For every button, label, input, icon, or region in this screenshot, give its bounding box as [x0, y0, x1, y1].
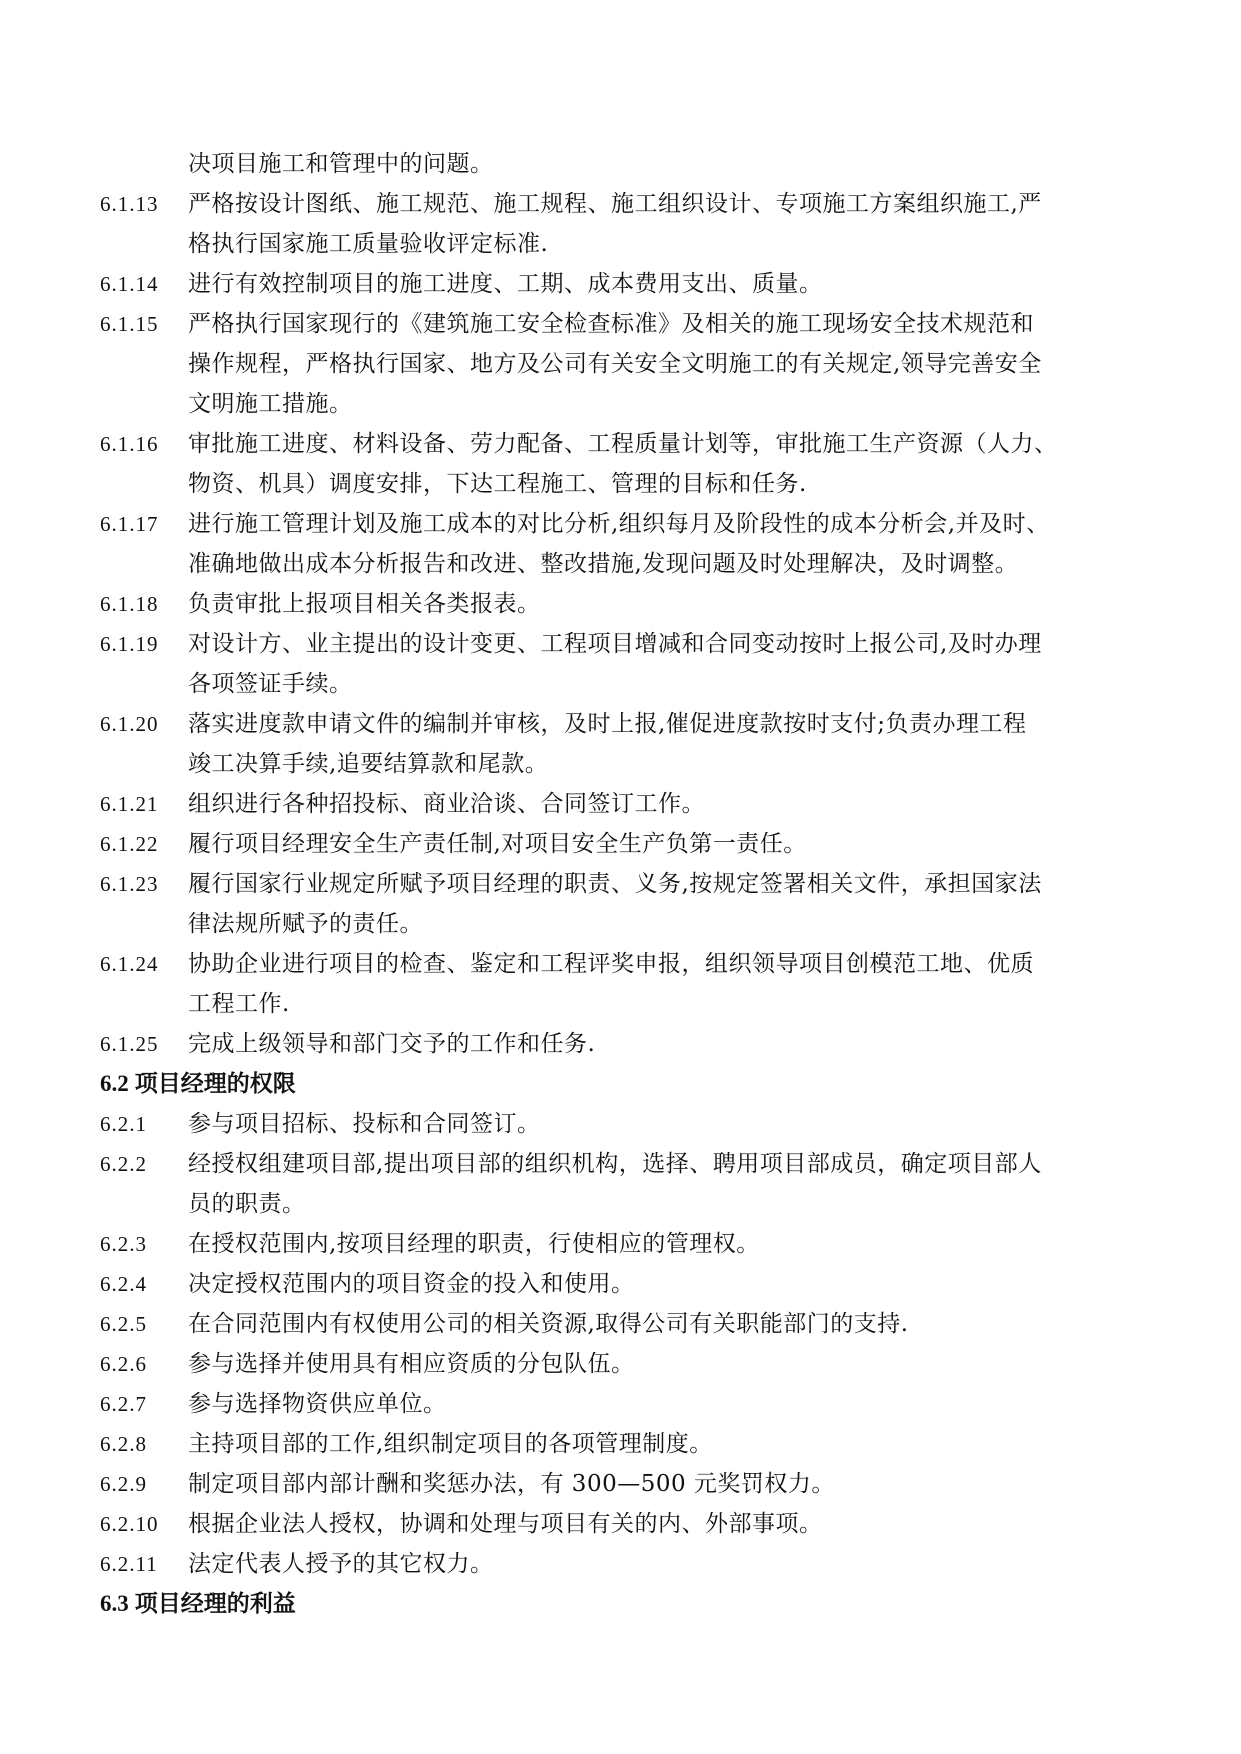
clause-text: 对设计方、业主提出的设计变更、工程项目增减和合同变动按时上报公司,及时办理 [188, 631, 1042, 657]
clause-text: 完成上级领导和部门交予的工作和任务. [188, 1031, 596, 1057]
clause-number: 6.1.22 [100, 832, 159, 856]
clause-number: 6.2.6 [100, 1352, 147, 1376]
clause-line [100, 1464, 1100, 1504]
clause-line [100, 1104, 1100, 1144]
clause-text: 严格按设计图纸、施工规范、施工规程、施工组织设计、专项施工方案组织施工,严 [188, 191, 1042, 217]
clause-text: 决定授权范围内的项目资金的投入和使用。 [188, 1271, 635, 1297]
clause-number: 6.1.24 [100, 952, 159, 976]
clause-text: 进行施工管理计划及施工成本的对比分析,组织每月及阶段性的成本分析会,并及时、 [188, 511, 1050, 537]
clause-line [100, 184, 1100, 224]
section-heading [100, 1584, 1100, 1624]
clause-line [100, 704, 1100, 744]
clause-number: 6.1.13 [100, 192, 159, 216]
clause-number: 6.1.25 [100, 1032, 159, 1056]
clause-line [100, 824, 1100, 864]
clause-number: 6.1.21 [100, 792, 159, 816]
clause-line [100, 1224, 1100, 1264]
clause-line [100, 1344, 1100, 1384]
clause-text: 文明施工措施。 [188, 391, 353, 417]
clause-line [100, 944, 1100, 984]
clause-text: 法定代表人授予的其它权力。 [188, 1551, 494, 1577]
clause-line [100, 304, 1100, 344]
clause-text: 员的职责。 [188, 1191, 306, 1217]
section-title: 项目经理的利益 [134, 1590, 296, 1617]
clause-text: 经授权组建项目部,提出项目部的组织机构，选择、聘用项目部成员，确定项目部人 [188, 1151, 1042, 1177]
clause-text: 律法规所赋予的责任。 [188, 911, 423, 937]
clause-line [100, 504, 1100, 544]
clause-line [100, 1424, 1100, 1464]
clause-text: 操作规程，严格执行国家、地方及公司有关安全文明施工的有关规定,领导完善安全 [188, 351, 1042, 377]
clause-line [100, 424, 1100, 464]
clause-line [100, 1544, 1100, 1584]
clause-number: 6.2.7 [100, 1392, 147, 1416]
clause-line [100, 864, 1100, 904]
clause-number: 6.2.1 [100, 1112, 147, 1136]
clause-line [100, 584, 1100, 624]
section-number: 6.3 [100, 1591, 129, 1616]
clause-text: 竣工决算手续,追要结算款和尾款。 [188, 751, 549, 777]
clause-number: 6.2.2 [100, 1152, 147, 1176]
document-body [100, 144, 1100, 1624]
clause-text: 在合同范围内有权使用公司的相关资源,取得公司有关职能部门的支持. [188, 1311, 909, 1337]
clause-number: 6.2.4 [100, 1272, 147, 1296]
clause-line [100, 1304, 1100, 1344]
clause-number: 6.2.3 [100, 1232, 147, 1256]
clause-text: 各项签证手续。 [188, 671, 353, 697]
clause-line [100, 384, 1100, 424]
clause-text: 在授权范围内,按项目经理的职责，行使相应的管理权。 [188, 1231, 760, 1257]
clause-line [100, 344, 1100, 384]
clause-line [100, 744, 1100, 784]
clause-text: 负责审批上报项目相关各类报表。 [188, 591, 541, 617]
clause-line [100, 1184, 1100, 1224]
clause-line [100, 264, 1100, 304]
clause-text: 准确地做出成本分析报告和改进、整改措施,发现问题及时处理解决，及时调整。 [188, 551, 1019, 577]
clause-line [100, 904, 1100, 944]
clause-text: 审批施工进度、材料设备、劳力配备、工程质量计划等，审批施工生产资源（人力、 [188, 431, 1058, 457]
clause-line [100, 784, 1100, 824]
clause-text: 参与选择并使用具有相应资质的分包队伍。 [188, 1351, 635, 1377]
section-number: 6.2 [100, 1071, 129, 1096]
clause-text: 参与项目招标、投标和合同签订。 [188, 1111, 541, 1137]
clause-line [100, 1504, 1100, 1544]
clause-line [100, 1024, 1100, 1064]
clause-number: 6.1.19 [100, 632, 159, 656]
clause-number: 6.1.18 [100, 592, 159, 616]
clause-line [100, 664, 1100, 704]
clause-line [100, 1144, 1100, 1184]
clause-line [100, 544, 1100, 584]
clause-text: 履行项目经理安全生产责任制,对项目安全生产负第一责任。 [188, 831, 807, 857]
clause-number: 6.2.5 [100, 1312, 147, 1336]
clause-text: 主持项目部的工作,组织制定项目的各项管理制度。 [188, 1431, 713, 1457]
clause-text: 协助企业进行项目的检查、鉴定和工程评奖申报，组织领导项目创模范工地、优质 [188, 951, 1034, 977]
clause-number: 6.1.23 [100, 872, 159, 896]
clause-number: 6.1.20 [100, 712, 159, 736]
clause-text: 严格执行国家现行的《建筑施工安全检查标准》及相关的施工现场安全技术规范和 [188, 311, 1034, 337]
section-heading [100, 1064, 1100, 1104]
clause-text: 参与选择物资供应单位。 [188, 1391, 447, 1417]
clause-number: 6.1.14 [100, 272, 159, 296]
clause-text: 工程工作. [188, 991, 290, 1017]
clause-text: 格执行国家施工质量验收评定标准. [188, 231, 549, 257]
section-title: 项目经理的权限 [134, 1070, 296, 1097]
clause-text: 组织进行各种招投标、商业洽谈、合同签订工作。 [188, 791, 705, 817]
clause-line [100, 144, 1100, 184]
clause-line [100, 624, 1100, 664]
clause-text: 落实进度款申请文件的编制并审核，及时上报,催促进度款按时支付;负责办理工程 [188, 711, 1027, 737]
clause-text: 根据企业法人授权，协调和处理与项目有关的内、外部事项。 [188, 1511, 823, 1537]
clause-line [100, 224, 1100, 264]
clause-number: 6.2.8 [100, 1432, 147, 1456]
clause-text: 物资、机具）调度安排，下达工程施工、管理的目标和任务. [188, 471, 807, 497]
clause-text: 决项目施工和管理中的问题。 [188, 151, 494, 177]
clause-line [100, 984, 1100, 1024]
clause-text: 制定项目部内部计酬和奖惩办法，有 300—500 元奖罚权力。 [188, 1471, 835, 1497]
clause-number: 6.1.17 [100, 512, 159, 536]
clause-number: 6.2.10 [100, 1512, 159, 1536]
clause-number: 6.1.15 [100, 312, 159, 336]
clause-number: 6.2.11 [100, 1552, 158, 1576]
clause-number: 6.2.9 [100, 1472, 147, 1496]
clause-text: 履行国家行业规定所赋予项目经理的职责、义务,按规定签署相关文件，承担国家法 [188, 871, 1042, 897]
clause-line [100, 1264, 1100, 1304]
clause-line [100, 1384, 1100, 1424]
clause-line [100, 464, 1100, 504]
clause-text: 进行有效控制项目的施工进度、工期、成本费用支出、质量。 [188, 271, 823, 297]
clause-number: 6.1.16 [100, 432, 159, 456]
